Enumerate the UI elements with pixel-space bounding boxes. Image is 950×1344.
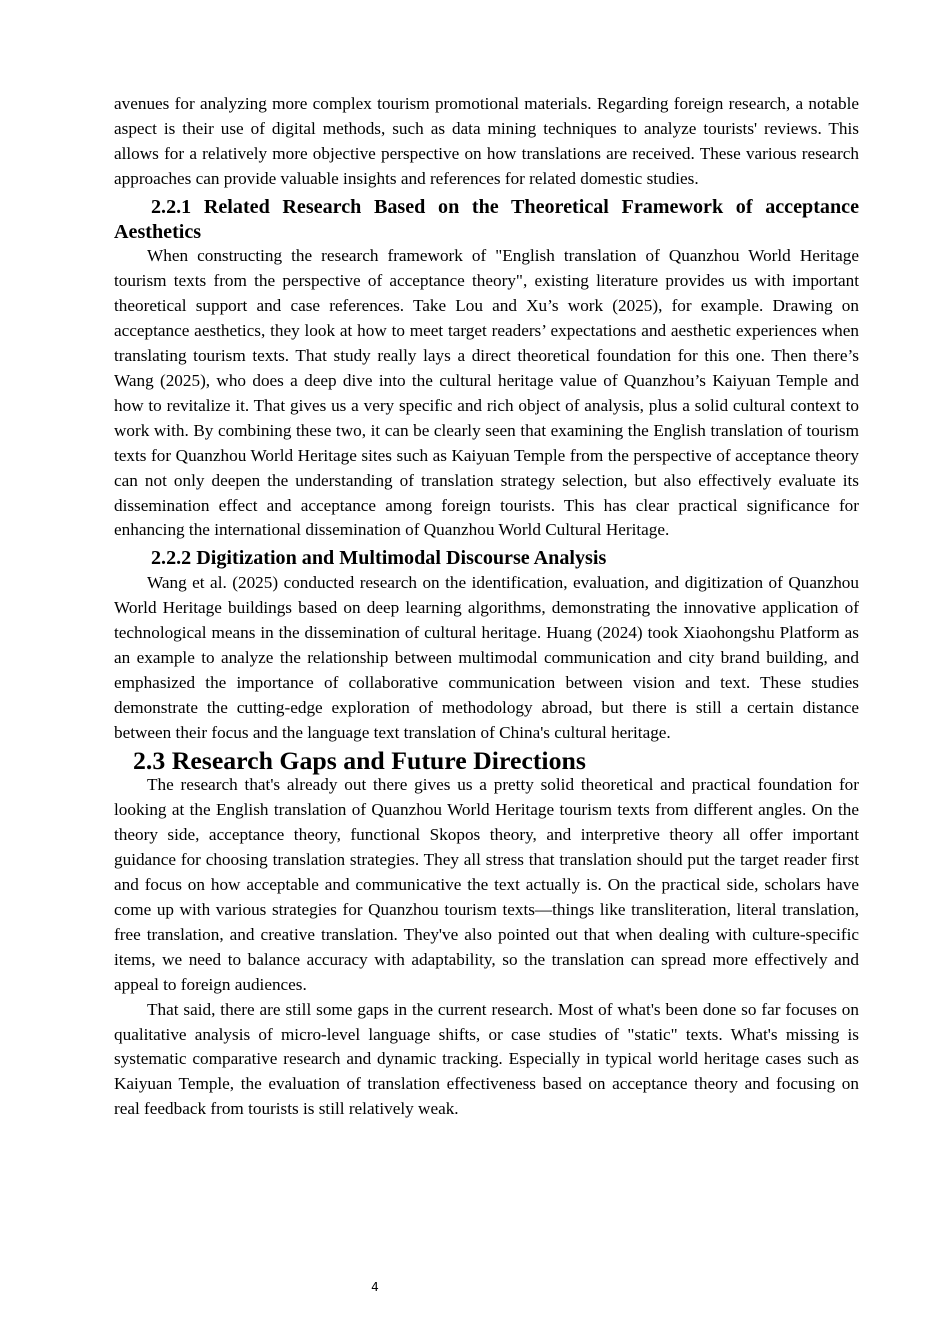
paragraph-2-2-2: Wang et al. (2025) conducted research on the identification, evaluation, and digitization of Quanzhou World Heritage buildings based on deep learning algorithms, demonstrating the innovative application of technological means in the dissemination of cultural heritage. Huang (2024) took Xiaohongshu Platform as an example to analyze the relationship between multimodal communication and city brand building, and emphasized the importance of collaborative communication between vision and text. These studies demonstrate the cutting-edge exploration of methodology abroad, but there is still a certain distance between their focus and the language text translation of China's cultural heritage. [114,573,859,742]
page-number: 4 [371,1280,379,1294]
heading-2-2-2: 2.2.2 Digitization and Multimodal Discourse Analysis [151,547,607,570]
document-body [114,92,859,1122]
intro-paragraph: avenues for analyzing more complex tourism promotional materials. Regarding foreign research, a notable aspect is their use of digital methods, such as data mining techniques to analyze tourists' reviews. This allows for a relatively more objective perspective on how translations are received. These various research approaches can provide valuable insights and references for related domestic studies. [114,94,859,188]
heading-2-3: 2.3 Research Gaps and Future Directions [133,745,586,775]
paragraph-2-3-first: The research that's already out there gives us a pretty solid theoretical and practical foundation for looking at the English translation of Quanzhou World Heritage tourism texts from different angles. On the theory side, acceptance theory, functional Skopos theory, and interpretive theory all offer important guidance for choosing translation strategies. They all stress that translation should put the target reader first and focus on how acceptable and communicative the text actually is. On the practical side, scholars have come up with various strategies for Quanzhou tourism texts—things like transliteration, literal translation, free translation, and creative translation. They've also pointed out that when dealing with culture-specific items, we need to balance accuracy with adaptability, so the translation can spread more effectively and appeal to foreign audiences. [114,775,859,994]
heading-2-2-1: 2.2.1 Related Research Based on the Theoretical Framework of acceptance Aesthetics [114,195,859,243]
paragraph-2-2-1: When constructing the research framework of "English translation of Quanzhou World Heritage tourism texts from the perspective of acceptance theory", existing literature provides us with important theoretical support and case references. Take Lou and Xu’s work (2025), for example. Drawing on acceptance aesthetics, they look at how to meet target readers’ expectations and aesthetic experiences when translating tourism texts. That study really lays a direct theoretical foundation for this one. Then there’s Wang (2025), who does a deep dive into the cultural heritage value of Quanzhou’s Kaiyuan Temple and how to revitalize it. That gives us a very specific and rich object of analysis, plus a solid cultural context to work with. By combining these two, it can be clearly seen that examining the English translation of tourism texts for Quanzhou World Heritage sites such as Kaiyuan Temple from the perspective of acceptance theory can not only deepen the understanding of translation strategy selection, but also effectively evaluate its dissemination effect and acceptance among foreign tourists. This has clear practical significance for enhancing the international dissemination of Quanzhou World Cultural Heritage. [114,246,859,540]
paragraph-2-3-second: That said, there are still some gaps in the current research. Most of what's been done so far focuses on qualitative analysis of micro-level language shifts, or case studies of "static" texts. What's missing is systematic comparative research and dynamic tracking. Especially in typical world heritage cases such as Kaiyuan Temple, the evaluation of translation effectiveness based on acceptance theory and focusing on real feedback from tourists is still relatively weak. [114,999,859,1119]
